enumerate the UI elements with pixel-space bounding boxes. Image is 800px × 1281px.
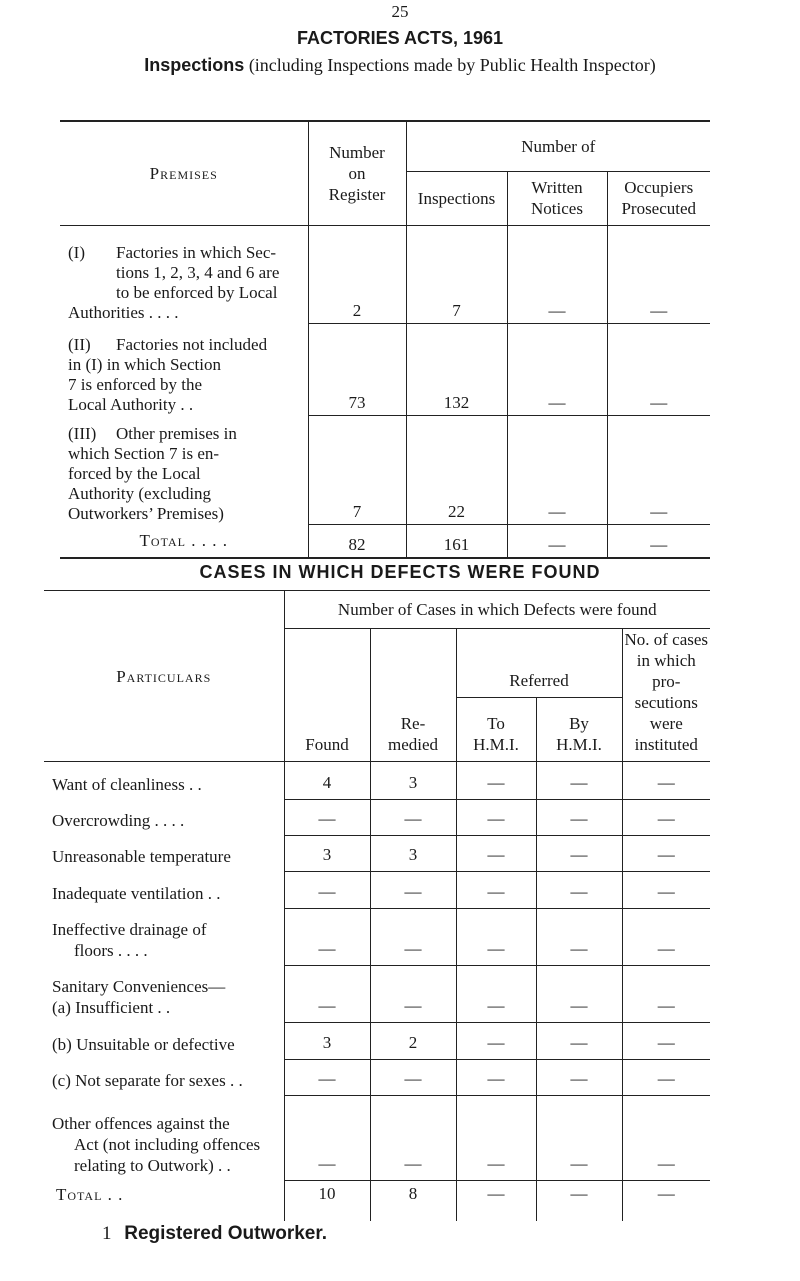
by-hmi-cell: — (536, 1060, 622, 1096)
remedied-cell: — (370, 1060, 456, 1096)
total-inspections: 161 (406, 524, 507, 558)
table-row (44, 836, 710, 872)
total-to-hmi: — (456, 1181, 536, 1221)
premises-cell: (II) Factories not included in (I) in which Section 7 is enforced by the Local Authority . . (60, 323, 308, 415)
particulars-cell: Overcrowding . . . . (44, 800, 284, 836)
particulars-cell: (c) Not separate for sexes . . (44, 1060, 284, 1096)
found-cell: — (284, 1060, 370, 1096)
found-cell: — (284, 872, 370, 909)
found-cell: 4 (284, 762, 370, 800)
section-title: CASES IN WHICH DEFECTS WERE FOUND (199, 562, 601, 582)
table-row (44, 800, 710, 836)
to-hmi-cell: — (456, 966, 536, 1023)
premises-cell: (III) Other premises in which Section 7 is en- forced by the Local Authority (excluding Outworkers’ Premises) (60, 415, 308, 524)
table-row (44, 1096, 710, 1181)
subtitle-bold: Inspections (144, 55, 245, 75)
total-notices: — (507, 524, 607, 558)
remedied-cell: — (370, 909, 456, 966)
particulars-cell: Other offences against the Act (not including offences relating to Outwork) . . (44, 1096, 284, 1181)
particulars-header: Particulars (44, 591, 284, 762)
inspections-cell: 7 (406, 225, 507, 323)
table-row (44, 966, 710, 1023)
by-hmi-header: By H.M.I. (536, 698, 622, 762)
occupiers-prosecuted-header: Occupiers Prosecuted (607, 171, 710, 225)
particulars-cell: Want of cleanliness . . (44, 762, 284, 800)
remedied-header: Re- medied (370, 629, 456, 762)
remedied-cell: — (370, 1096, 456, 1181)
total-found: 10 (284, 1181, 370, 1221)
to-hmi-cell: — (456, 762, 536, 800)
total-prosecuted: — (607, 524, 710, 558)
by-hmi-cell: — (536, 1096, 622, 1181)
inspections-table (60, 120, 710, 559)
table-row (44, 762, 710, 800)
notices-cell: — (507, 225, 607, 323)
by-hmi-cell: — (536, 872, 622, 909)
written-notices-header: Written Notices (507, 171, 607, 225)
prosecuted-cell: — (607, 323, 710, 415)
prosecuted-cell: — (607, 225, 710, 323)
particulars-cell: Inadequate ventilation . . (44, 872, 284, 909)
referred-header: Referred (456, 629, 622, 698)
to-hmi-cell: — (456, 1023, 536, 1060)
found-header: Found (284, 629, 370, 762)
total-row (44, 1181, 710, 1221)
total-by-hmi: — (536, 1181, 622, 1221)
prosecutions-cell: — (622, 762, 710, 800)
by-hmi-cell: — (536, 762, 622, 800)
defects-table (44, 590, 710, 1221)
prosecutions-cell: — (622, 836, 710, 872)
premises-header: Premises (60, 121, 308, 225)
notices-cell: — (507, 323, 607, 415)
particulars-cell: Sanitary Conveniences— (a) Insufficient . . (44, 966, 284, 1023)
total-label: Total . . (44, 1181, 284, 1221)
particulars-cell: (b) Unsuitable or defective (44, 1023, 284, 1060)
found-cell: 3 (284, 1023, 370, 1060)
footnote (102, 1223, 327, 1245)
footnote-text: Registered Outworker. (124, 1223, 327, 1244)
prosecutions-cell: — (622, 800, 710, 836)
to-hmi-cell: — (456, 872, 536, 909)
prosecutions-cell: — (622, 1023, 710, 1060)
remedied-cell: — (370, 800, 456, 836)
page-title: FACTORIES ACTS, 1961 (296, 28, 504, 48)
inspections-cell: 22 (406, 415, 507, 524)
inspections-cell: 132 (406, 323, 507, 415)
found-cell: — (284, 1096, 370, 1181)
found-cell: — (284, 800, 370, 836)
found-cell: — (284, 909, 370, 966)
to-hmi-cell: — (456, 800, 536, 836)
remedied-cell: 3 (370, 762, 456, 800)
page-number: 25 (391, 2, 409, 21)
inspections-header: Inspections (406, 171, 507, 225)
remedied-cell: 3 (370, 836, 456, 872)
total-row (60, 524, 710, 558)
register-cell: 73 (308, 323, 406, 415)
table-row (60, 323, 710, 415)
footnote-number: 1 (102, 1223, 112, 1244)
prosecutions-cell: — (622, 1060, 710, 1096)
found-cell: 3 (284, 836, 370, 872)
notices-cell: — (507, 415, 607, 524)
remedied-cell: 2 (370, 1023, 456, 1060)
table-row (60, 225, 710, 323)
to-hmi-cell: — (456, 1096, 536, 1181)
particulars-cell: Unreasonable temperature (44, 836, 284, 872)
number-on-register-header: Number on Register (308, 121, 406, 225)
remedied-cell: — (370, 966, 456, 1023)
number-of-header: Number of (406, 121, 710, 171)
total-remedied: 8 (370, 1181, 456, 1221)
by-hmi-cell: — (536, 1023, 622, 1060)
table-row (44, 1023, 710, 1060)
particulars-cell: Ineffective drainage of floors . . . . (44, 909, 284, 966)
table-row (44, 1060, 710, 1096)
table-row (44, 872, 710, 909)
page-subtitle (0, 55, 800, 76)
table-row (44, 909, 710, 966)
by-hmi-cell: — (536, 836, 622, 872)
to-hmi-cell: — (456, 1060, 536, 1096)
total-register: 82 (308, 524, 406, 558)
by-hmi-cell: — (536, 909, 622, 966)
premises-cell: (I) Factories in which Sec- tions 1, 2, 3, 4 and 6 are to be enforced by Local Authorities . . . . (60, 225, 308, 323)
number-of-cases-header: Number of Cases in which Defects were found (284, 591, 710, 629)
total-label: Total . . . . (60, 524, 308, 558)
prosecutions-cell: — (622, 1096, 710, 1181)
register-cell: 2 (308, 225, 406, 323)
table-row (60, 415, 710, 524)
to-hmi-cell: — (456, 909, 536, 966)
prosecuted-cell: — (607, 415, 710, 524)
found-cell: — (284, 966, 370, 1023)
remedied-cell: — (370, 872, 456, 909)
prosecutions-header: No. of cases in which pro- secutions were instituted (622, 629, 710, 762)
prosecutions-cell: — (622, 872, 710, 909)
prosecutions-cell: — (622, 966, 710, 1023)
total-prosecutions: — (657, 1184, 675, 1203)
to-hmi-header: To H.M.I. (456, 698, 536, 762)
to-hmi-cell: — (456, 836, 536, 872)
subtitle-rest: (including Inspections made by Public Health Inspector) (248, 55, 656, 75)
register-cell: 7 (308, 415, 406, 524)
by-hmi-cell: — (536, 800, 622, 836)
prosecutions-cell: — (622, 909, 710, 966)
by-hmi-cell: — (536, 966, 622, 1023)
